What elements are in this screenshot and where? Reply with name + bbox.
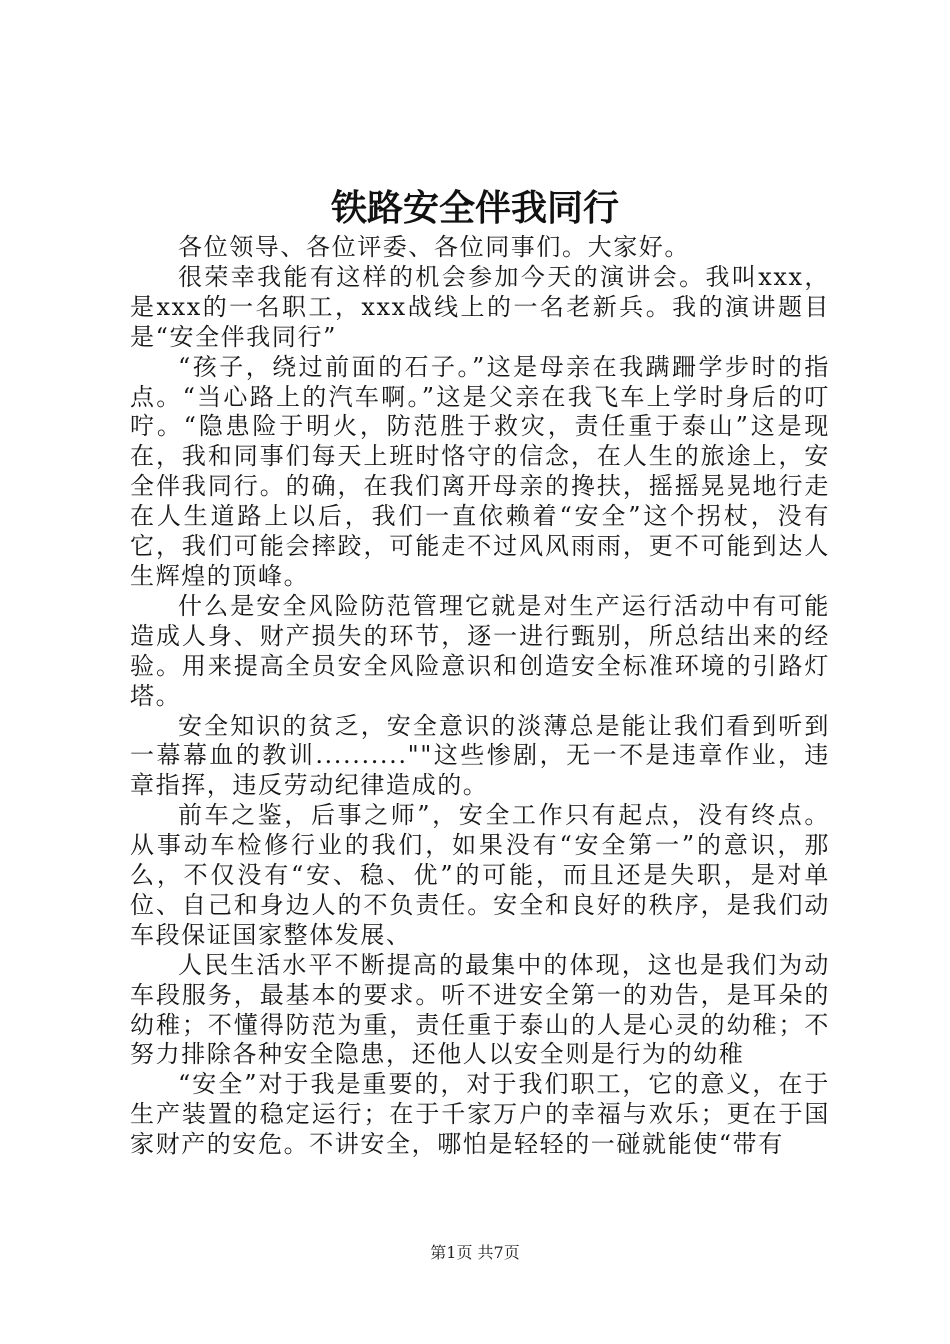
page-number: 第1页 共7页 xyxy=(430,1243,520,1262)
document-title: 铁路安全伴我同行 xyxy=(330,187,619,229)
paragraph-introduction: 很荣幸我能有这样的机会参加今天的演讲会。我叫xxx，是xxx的一名职工，xxx战线上的一名老新兵。我的演讲题目是“安全伴我同行” xyxy=(130,262,830,351)
paragraph-lessons: 安全知识的贫乏，安全意识的淡薄总是能让我们看到听到一幕幕血的教训..........""这些惨剧，无一不是违章作业，违章指挥，违反劳动纪律造成的。 xyxy=(130,711,830,800)
paragraph-safety-meaning: “安全”对于我是重要的，对于我们职工，它的意义，在于生产装置的稳定运行；在于千家万户的幸福与欢乐；更在于国家财产的安危。不讲安全，哪怕是轻轻的一碰就能使“带有 xyxy=(130,1070,830,1159)
paragraph-risk-management: 什么是安全风险防范管理它就是对生产运行活动中有可能造成人身、财产损失的环节，逐一进行甄别，所总结出来的经验。用来提高全员安全风险意识和创造安全标准环境的引路灯塔。 xyxy=(130,591,830,710)
paragraph-childhood: “孩子，绕过前面的石子。”这是母亲在我蹒跚学步时的指点。“当心路上的汽车啊。”这是父亲在我飞车上学时身后的叮咛。“隐患险于明火，防范胜于救灾，责任重于泰山”这是现在，我和同事们每天上班时恪守的信念，在人生的旅途上，安全伴我同行。的确，在我们离开母亲的搀扶，摇摇晃晃地行走在人生道路上以后，我们一直依赖着“安全”这个拐杖，没有它，我们可能会摔跤，可能走不过风风雨雨，更不可能到达人生辉煌的顶峰。 xyxy=(130,352,830,590)
paragraph-living-standard: 人民生活水平不断提高的最集中的体现，这也是我们为动车段服务，最基本的要求。听不进安全第一的劝告，是耳朵的幼稚；不懂得防范为重，责任重于泰山的人是心灵的幼稚；不努力排除各种安全隐患，还他人以安全则是行为的幼稚 xyxy=(130,950,830,1069)
paragraph-precedent: 前车之鉴，后事之师”，安全工作只有起点，没有终点。从事动车检修行业的我们，如果没有“安全第一”的意识，那么，不仅没有“安、稳、优”的可能，而且还是失职，是对单位、自己和身边人的不负责任。安全和良好的秩序，是我们动车段保证国家整体发展、 xyxy=(130,801,830,949)
paragraph-greeting: 各位领导、各位评委、各位同事们。大家好。 xyxy=(178,233,690,261)
document-body xyxy=(130,233,830,1160)
